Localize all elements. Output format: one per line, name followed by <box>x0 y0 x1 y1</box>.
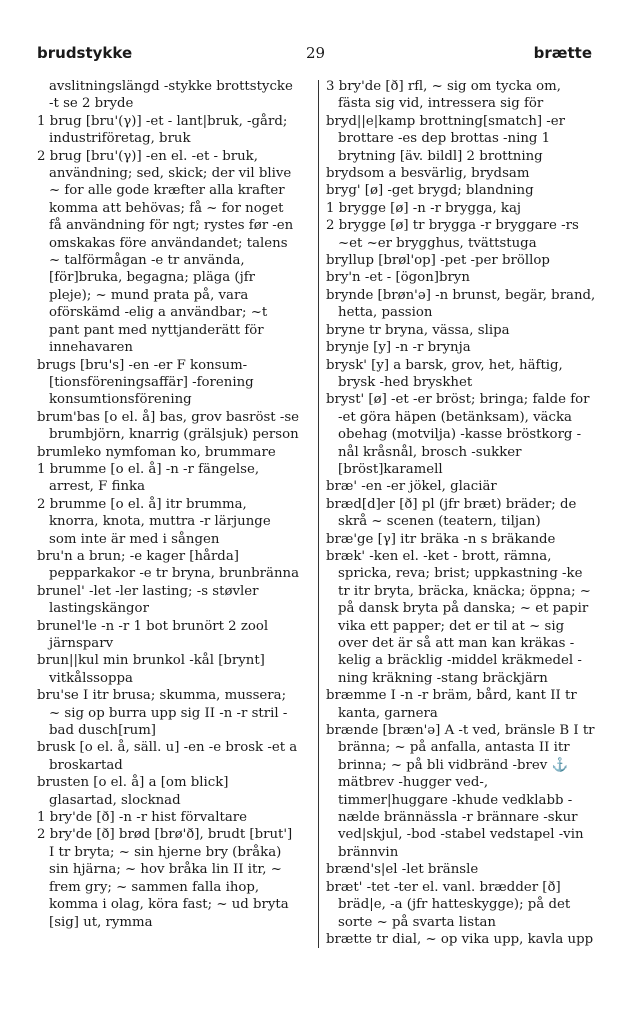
dictionary-entry: bræk' -ken el. -ket - brott, rämna, spricka, reva; brist; uppkastning -ke tr itr bryta, bräcka, knäcka; öppna; ~ på dansk bryta på danska; ~ et papir vika ett papper; det er til at ~ sig over det är så att man kan kräkas -kelig a bräcklig -middel kräkmedel -ning kräkning -stang bräckjärn <box>326 548 591 686</box>
dictionary-entry: brugs [bru's] -en -er F konsum- [tionsföreningsaffär] -forening konsumtionsförening <box>37 357 254 408</box>
dictionary-entry: brydsom a besvärlig, brydsam <box>326 166 530 182</box>
running-head-left: brudstykke <box>37 44 133 62</box>
dictionary-entry: brum'bas [o el. å] bas, grov basröst -se brumbjörn, knarrig (grälsjuk) person <box>37 409 300 443</box>
dictionary-entry: brynje [y] -n -r brynja <box>326 340 471 356</box>
dictionary-entry: brænde [bræn'ə] A -t ved, bränsle B I tr bränna; ~ på anfalla, antasta II itr brinna; ~ på bli vidbränd -brev ⚓ mätbrev -hugger ved-, timmer|huggare -khude vedklabb -nælde brännässla -r brännare -skur ved|skjul, -bod -stabel vedstapel -vin brännvin <box>326 723 595 860</box>
dictionary-entry: bry'n -et - [ögon]bryn <box>326 270 470 286</box>
dictionary-entry: 1 brumme [o el. å] -n -r fängelse, arrest, F finka <box>37 461 260 495</box>
dictionary-entry: bru'se I itr brusa; skumma, mussera; ~ sig op burra upp sig II -n -r stril -bad dusch[rum] <box>37 688 288 739</box>
dictionary-entry: 2 brug [bru'(γ)] -en el. -et - bruk, användning; sed, skick; der vil blive ~ for alle gode kræfter alla krafter komma att behövas; få ~ for noget få användning för ngt; rystes før -en omskakas före användandet; talens ~ talförmågan -e tr använda, [för]bruka, begagna; pläga (jfr pleje); ~ mund prata på, vara oförskämd -elig a användbar; ~t pant pant med nyttjanderätt för innehavaren <box>37 148 294 356</box>
dictionary-entry: 1 bry'de [ð] -n -r hist förvaltare <box>37 810 247 826</box>
dictionary-entry: brusten [o el. å] a [om blick] glasartad, slocknad <box>37 775 229 808</box>
dictionary-entry: brun||kul min brunkol -kål [brynt] vitkålssoppa <box>37 653 265 686</box>
dictionary-entry: brunel'le -n -r 1 bot brunört 2 zool järnsparv <box>37 618 269 651</box>
dictionary-entry: bræ' -en -er jökel, glaciär <box>326 479 497 495</box>
dictionary-entry: avslitningslängd -stykke brottstycke -t se 2 bryde <box>49 79 293 112</box>
dictionary-entry: 2 brumme [o el. å] itr brumma, knorra, knota, muttra -r lärjunge som inte är med i sången <box>37 496 271 547</box>
dictionary-entry: bræmme I -n -r bräm, bård, kant II tr kanta, garnera <box>326 688 577 721</box>
dictionary-entry: bryst' [ø] -et -er bröst; bringa; falde for -et göra häpen (betänksam), väcka obehag (motvilja) -kasse bröstkorg -nål kråsnål, brosch -sukker [bröst]karamell <box>326 392 590 477</box>
running-head-right: brætte <box>533 44 592 62</box>
dictionary-entry: bryne tr bryna, vässa, slipa <box>326 322 510 338</box>
dictionary-entry: bræ'ge [γ] itr bräka -n s bräkande <box>326 531 556 547</box>
dictionary-entry: bræt' -tet -ter el. vanl. brædder [ð] bräd|e, -a (jfr hatteskygge); på det sorte ~ på svarta listan <box>326 879 571 930</box>
right-column <box>326 78 596 948</box>
dictionary-entry: 2 brygge [ø] tr brygga -r bryggare -rs ~et ~er brygghus, tvättstuga <box>326 218 579 251</box>
dictionary-entry: brætte tr dial, ~ op vika upp, kavla upp <box>326 931 594 947</box>
dictionary-entry: bryllup [brøl'op] -pet -per bröllop <box>326 253 550 269</box>
dictionary-entry: 1 brygge [ø] -n -r brygga, kaj <box>326 200 522 216</box>
dictionary-entry: brynde [brøn'ə] -n brunst, begär, brand, hetta, passion <box>326 287 596 321</box>
column-divider <box>318 80 319 948</box>
dictionary-entry: 1 brug [bru'(γ)] -et - lant|bruk, -gård; industriföretag, bruk <box>37 113 288 147</box>
dictionary-entry: bryg' [ø] -get brygd; blandning <box>326 183 534 199</box>
dictionary-entry: bræd[d]er [ð] pl (jfr bræt) bräder; de skrå ~ scenen (teatern, tiljan) <box>326 496 577 530</box>
left-column <box>37 78 300 931</box>
dictionary-entry: brysk' [y] a barsk, grov, het, häftig, brysk -hed bryskhet <box>326 357 563 390</box>
page-number: 29 <box>306 44 326 62</box>
dictionary-entry: bru'n a brun; -e kager [hårda] pepparkakor -e tr bryna, brunbränna <box>37 548 300 582</box>
dictionary-entry: brusk [o el. å, säll. u] -en -e brosk -et a broskartad <box>37 740 298 773</box>
dictionary-entry: brumleko nymfoman ko, brummare <box>37 444 276 460</box>
dictionary-entry: brænd's|el -let bränsle <box>326 862 479 878</box>
dictionary-entry: bryd||e|kamp brottning[smatch] -er brottare -es dep brottas -ning 1 brytning [äv. bildl] 2 brottning <box>326 113 566 164</box>
dictionary-entry: brunel' -let -ler lasting; -s støvler lastingskängor <box>37 583 259 617</box>
dictionary-entry: 3 bry'de [ð] rfl, ~ sig om tycka om, fästa sig vid, intressera sig för <box>326 79 561 112</box>
dictionary-entry: 2 bry'de [ð] brød [brø'ð], brudt [brut'] I tr bryta; ~ sin hjerne bry (bråka) sin hjärna; ~ hov bråka lin II itr, ~ frem gry; ~ sammen falla ihop, komma i olag, köra fast; ~ ud bryta [sig] ut, rymma <box>37 827 293 930</box>
